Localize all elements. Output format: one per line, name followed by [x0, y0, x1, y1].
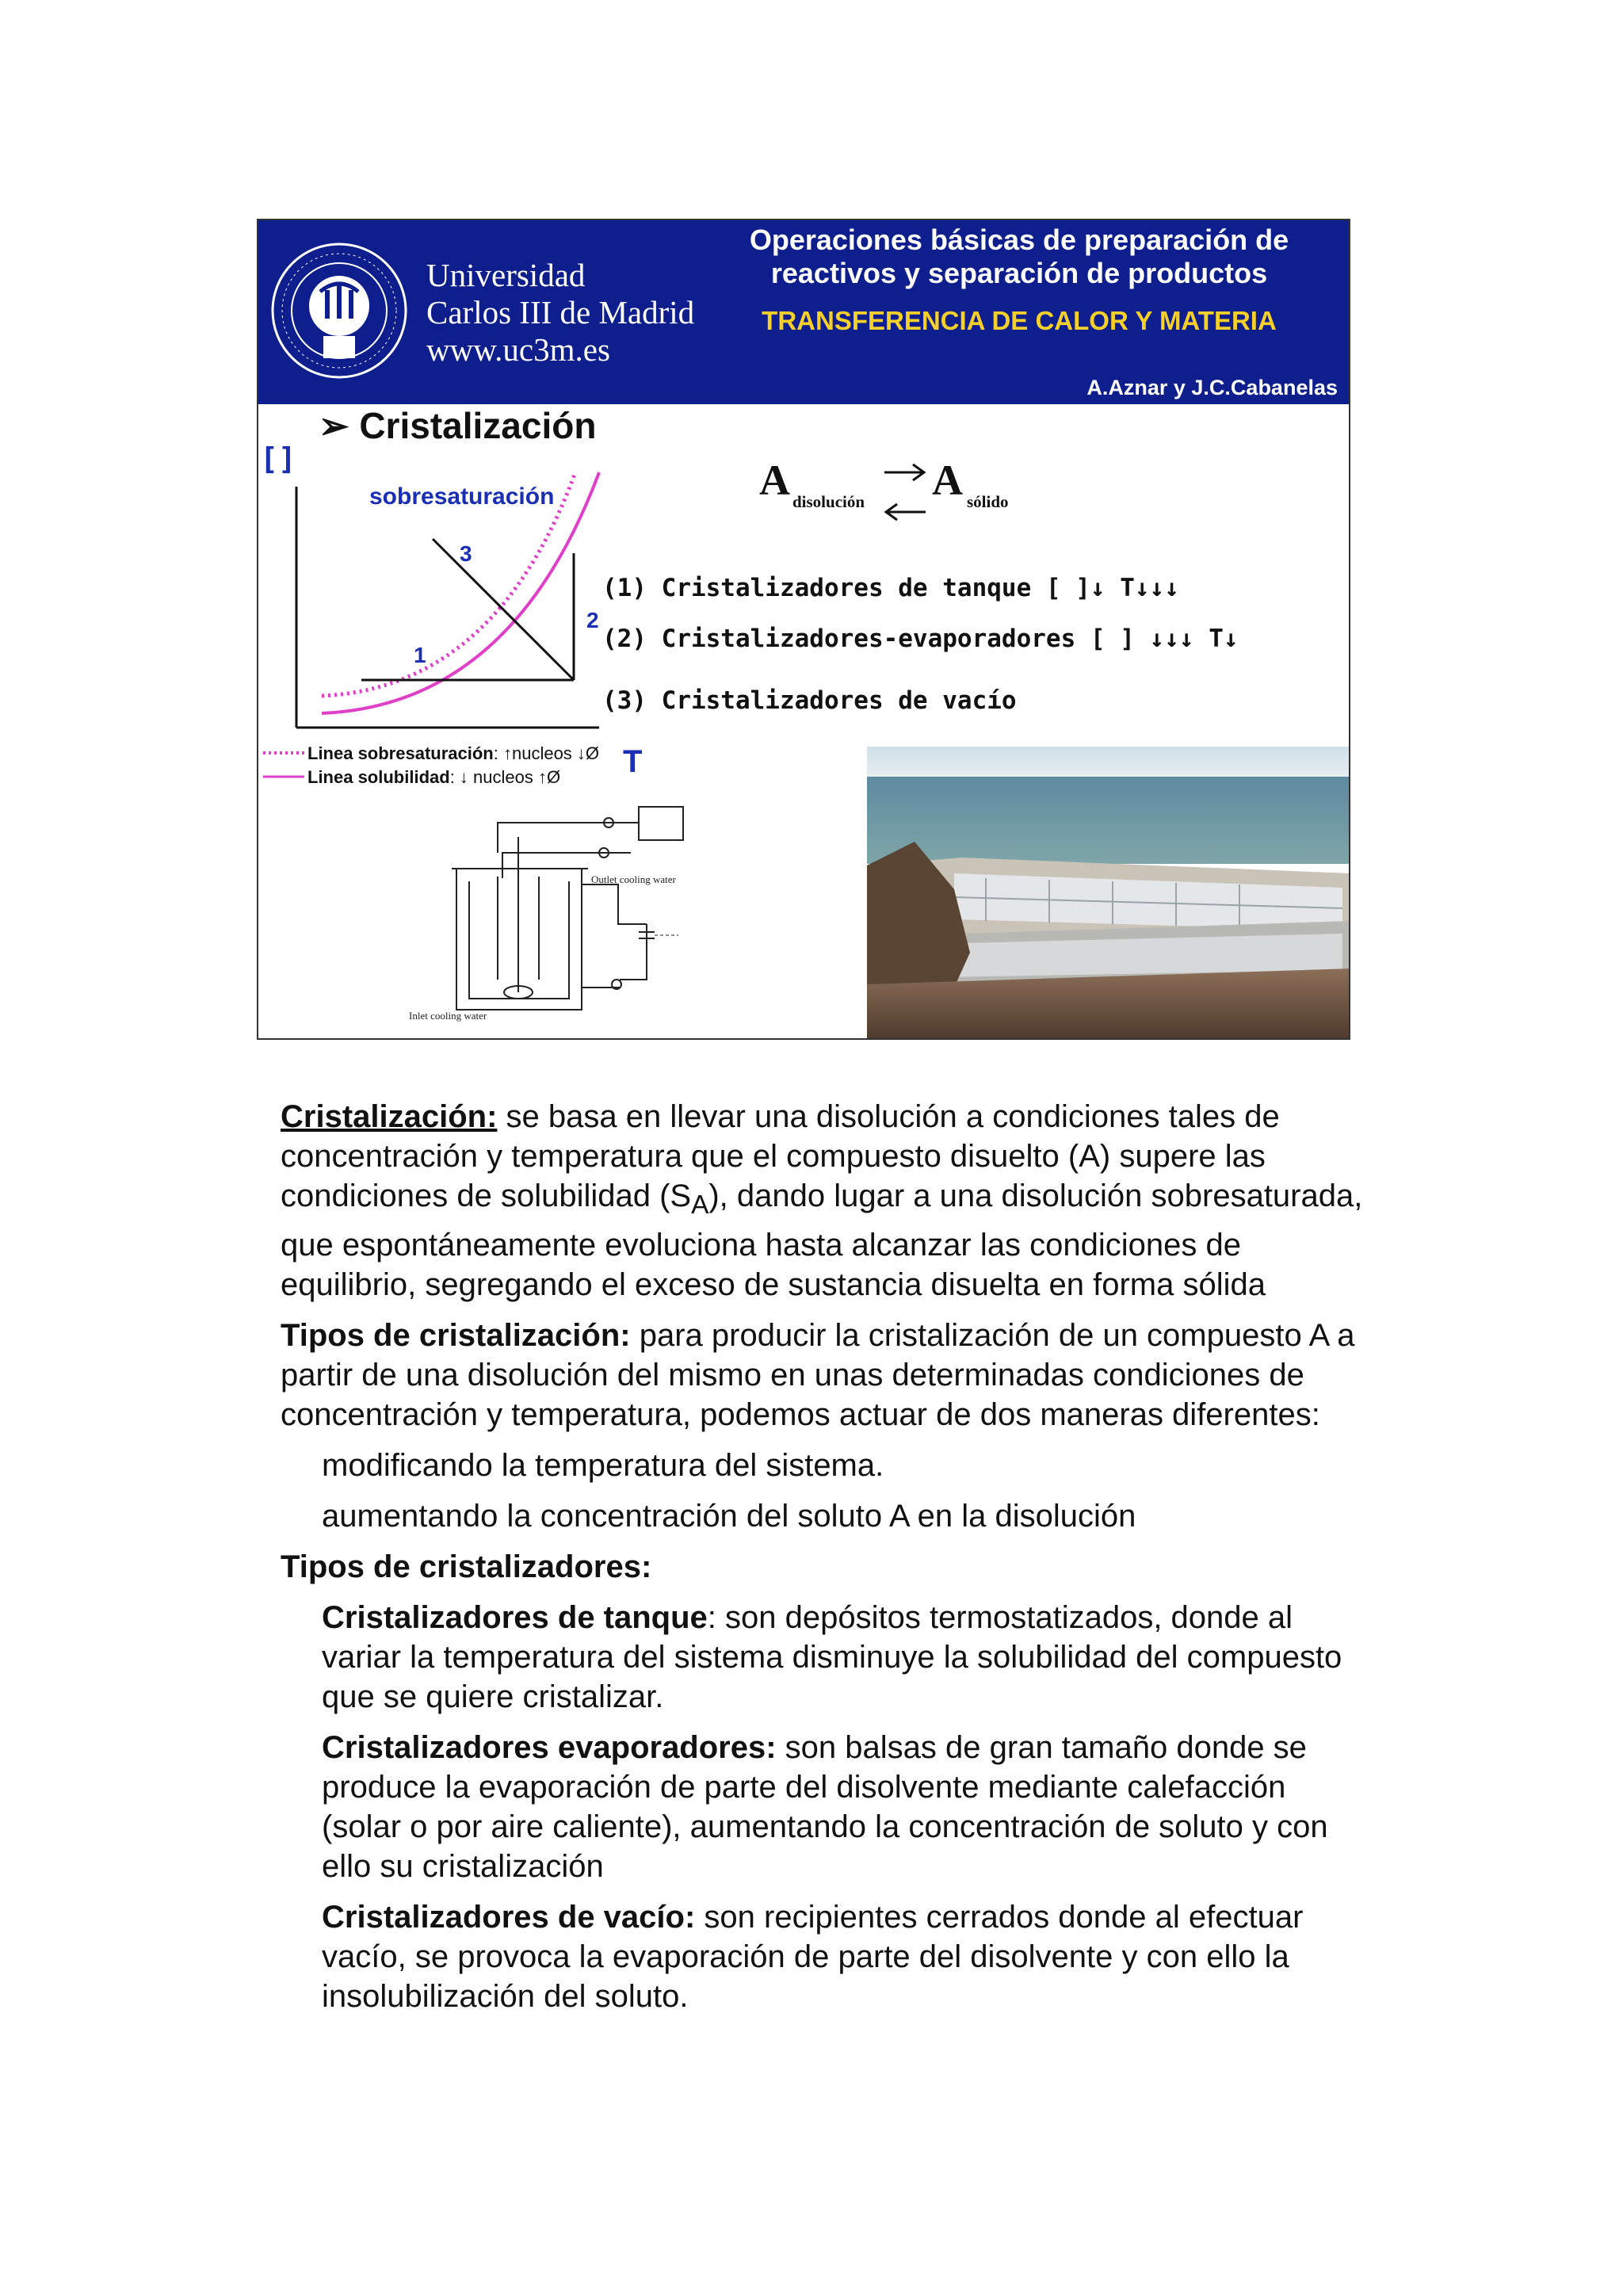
legend-label-supersaturation [307, 743, 599, 763]
backward-arrow-icon [886, 504, 926, 520]
list-item-vacio [281, 1897, 1366, 2016]
heading-tipos-cristalizadores [281, 1547, 1366, 1587]
equation-rhs: A [932, 457, 963, 504]
term-evaporadores: Cristalizadores evaporadores: [322, 1730, 777, 1765]
paragraph-text: se basa en llevar una disolución a condiciones tales de concentración y temperatura que el compuesto disuelto (A) supere las condiciones de solubilidad (S [281, 1099, 1280, 1213]
path-label-3: 3 [460, 541, 472, 566]
body-text [281, 1097, 1366, 2027]
arrow-bullet-icon: ➢ [319, 405, 360, 446]
term-vacio: Cristalizadores de vacío: [322, 1900, 696, 1935]
slide-heading-text: Cristalización [359, 405, 597, 446]
y-axis-label: [] [260, 441, 296, 476]
legend-series-name: Linea solubilidad [307, 767, 450, 787]
outlet-label: Outlet cooling water [591, 873, 676, 885]
item-text: : son depósitos termostatizados, donde al variar la temperatura del sistema disminuye la solubilidad del compuesto que se quiere cristalizar. [322, 1600, 1342, 1714]
item-text: son balsas de gran tamaño donde se produce la evaporación de parte del disolvente mediante calefacción (solar o por aire caliente), aumentando la concentración de soluto y con ello su cristalización [322, 1730, 1328, 1884]
paragraph-text: para producir la cristalización de un compuesto A a partir de una disolución del mismo en unas determinadas condiciones de concentración y temperatura, podemos actuar de dos maneras diferentes: [281, 1318, 1355, 1432]
x-axis-label: T [623, 744, 643, 779]
salt-pans-photo [867, 747, 1350, 1040]
topic-title: TRANSFERENCIA DE CALOR Y MATERIA [762, 306, 1277, 335]
paragraph-text: ), dando lugar a una disolución sobresaturada, que espontáneamente evoluciona hasta alcanzar las condiciones de equilibrio, segregando el exceso de sustancia disuelta en forma sólida [281, 1179, 1363, 1302]
list-item-evaporadores [281, 1728, 1366, 1886]
term-tipos-cristalizacion: Tipos de cristalización: [281, 1318, 631, 1353]
authors: A.Aznar y J.C.Cabanelas [1086, 376, 1338, 399]
term-cristalizacion: Cristalización: [281, 1099, 498, 1134]
course-title-line: Operaciones básicas de preparación de [749, 223, 1289, 256]
crystallizer-type-2: (2) Cristalizadores-evaporadores [ ] ↓↓↓ T↓ [602, 625, 1239, 653]
term-tanque: Cristalizadores de tanque [322, 1600, 708, 1635]
university-url: www.uc3m.es [426, 331, 610, 368]
equation-lhs-sub: disolución [792, 492, 865, 511]
legend-series-suffix: : ↑nucleos ↓Ø [493, 743, 600, 763]
path-label-1: 1 [414, 643, 426, 667]
subscript-a: A [691, 1190, 709, 1220]
crystallizer-type-1: (1) Cristalizadores de tanque [ ]↓ T↓↓↓ [602, 574, 1179, 602]
legend-series-suffix: : ↓ nucleos ↑Ø [449, 767, 561, 787]
term-tipos-cristalizadores: Tipos de cristalizadores: [281, 1549, 652, 1584]
crystallizer-type-3: (3) Cristalizadores de vacío [602, 686, 1017, 715]
course-title-line: reactivos y separación de productos [770, 257, 1268, 289]
equation-rhs-sub: sólido [967, 492, 1009, 511]
forward-arrow-icon [884, 464, 924, 480]
supersaturation-region-label: sobresaturación [369, 483, 555, 510]
list-item-tanque [281, 1598, 1366, 1717]
slide-figure [257, 219, 1350, 1040]
paragraph-cristalizacion [281, 1097, 1366, 1305]
university-line: Carlos III de Madrid [426, 294, 695, 330]
path-label-2: 2 [586, 608, 599, 632]
list-item: modificando la temperatura del sistema. [322, 1448, 884, 1483]
university-line: Universidad [426, 257, 586, 293]
inlet-label: Inlet cooling water [409, 1010, 487, 1022]
tank-crystallizer-schematic [409, 805, 758, 1032]
paragraph-tipos-cristalizacion [281, 1316, 1366, 1435]
equation-lhs: A [759, 457, 790, 504]
item-text: son recipientes cerrados donde al efectuar vacío, se provoca la evaporación de parte del disolvente y con ello la insolubilización del soluto. [322, 1900, 1304, 2014]
path-3-line [433, 539, 574, 680]
list-item: aumentando la concentración del soluto A en la disolución [322, 1499, 1136, 1534]
equilibrium-equation [759, 445, 1044, 533]
legend-label-solubility [307, 767, 560, 787]
legend-series-name: Linea sobresaturación [307, 743, 494, 763]
